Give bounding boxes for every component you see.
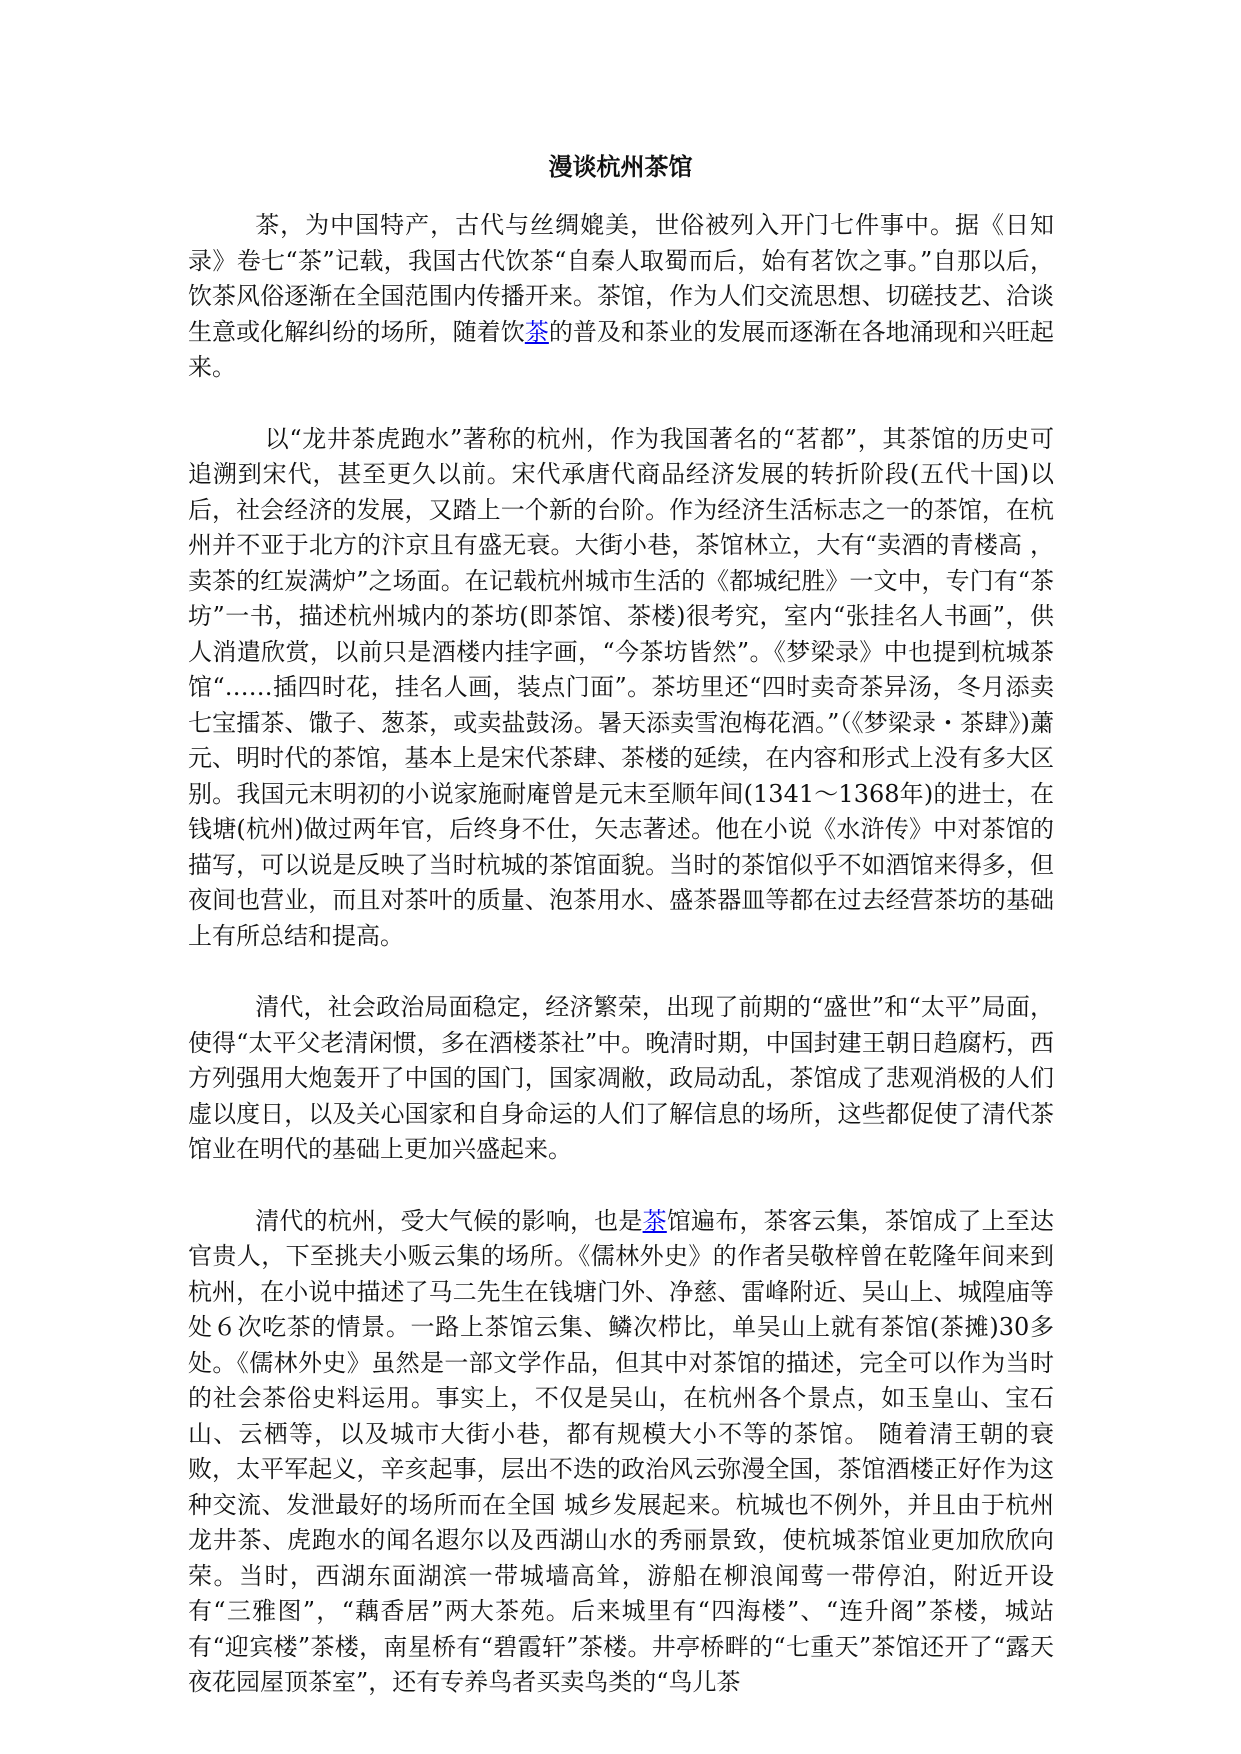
tea-link[interactable]: 茶 bbox=[524, 317, 549, 346]
tea-link[interactable]: 茶 bbox=[642, 1206, 667, 1235]
document-title: 漫谈杭州茶馆 bbox=[548, 152, 693, 181]
paragraph-1-text-after-link: 的普及和茶业的发展而逐渐在各地涌现和兴旺起来。 bbox=[188, 317, 1055, 381]
paragraph-2: 以“龙井茶虎跑水”著称的杭州，作为我国著名的“茗都”，其茶馆的历史可追溯到宋代，甚至更久以前。宋代承唐代商品经济发展的转折阶段(五代十国)以后，社会经济的发展，又踏上一个新的台阶。作为经济生活标志之一的茶馆，在杭州并不亚于北方的汴京且有盛无衰。大街小巷，茶馆林立，大有“卖酒的青楼高 ，卖茶的红炭满炉”之场面。在记载杭州城市生活的《都城纪胜》一文中，专门有“茶坊”一书，描述杭州城内的茶坊(即茶馆、茶楼)很考究，室内“张挂名人书画”，供人消遣欣赏，以前只是酒楼内挂字画，“今茶坊皆然”。《梦梁录》中也提到杭城茶馆“……插四时花，挂名人画，装点门面”。茶坊里还“四时卖奇茶异汤，冬月添卖七宝擂茶、馓子、葱茶，或卖盐鼓汤。暑天添卖雪泡梅花酒。”（《梦梁录・茶肆》)䔥元、明时代的茶馆，基本上是宋代茶肆、茶楼的延续，在内容和形式上没有多大区别。我国元末明初的小说家施耐庵曾是元末至顺年间(1341～1368年)的进士，在钱塘(杭州)做过两年官，后终身不仕，矢志著述。他在小说《水浒传》中对茶馆的描写，可以说是反映了当时杭城的茶馆面貌。当时的茶馆似乎不如酒馆来得多，但夜间也营业，而且对茶叶的质量、泡茶用水、盛茶器皿等都在过去经营茶坊的基础上有所总结和提高。 bbox=[188, 424, 1054, 950]
paragraph-4 bbox=[188, 1204, 1054, 1701]
paragraph-3: 清代，社会政治局面稳定，经济繁荣，出现了前期的“盛世”和“太平”局面，使得“太平父老清闲惯，多在酒楼茶社”中。晚清时期，中国封建王朝日趋腐朽，西方列强用大炮轰开了中国的国门，国家凋敝，政局动乱，茶馆成了悲观消极的人们虚以度日，以及关心国家和自身命运的人们了解信息的场所，这些都促使了清代茶馆业在明代的基础上更加兴盛起来。 bbox=[188, 993, 1054, 1163]
paragraph-1-text-before-link: 茶，为中国特产，古代与丝绸媲美，世俗被列入开门七件事中。据《日知录》卷七“茶”记载，我国古代饮茶“自秦人取蜀而后，始有茗饮之事。”自那以后，饮茶风俗逐渐在全国范围内传播开来。茶馆，作为人们交流思想、切磋技艺、洽谈生意或化解纠纷的场所，随着饮 bbox=[188, 211, 1054, 346]
paragraph-1 bbox=[188, 208, 1054, 386]
document-body bbox=[188, 208, 1054, 1737]
paragraph-4-text-after-link: 馆遍布，茶客云集，茶馆成了上至达官贵人，下至挑夫小贩云集的场所。《儒林外史》的作者吴敬梓曾在乾隆年间来到杭州，在小说中描述了马二先生在钱塘门外、净慈、雷峰附近、吴山上、城隍庙等处６次吃茶的情景。一路上茶馆云集、鳞次栉比，单吴山上就有茶馆(茶摊)30多处。《儒林外史》虽然是一部文学作品，但其中对茶馆的描述，完全可以作为当时的社会茶俗史料运用。事实上，不仅是吴山，在杭州各个景点，如玉皇山、宝石山、云栖等，以及城市大街小巷，都有规模大小不等的茶馆。 随着清王朝的衰败，太平军起义，辛亥起事，层出不迭的政治风云弥漫全国，茶馆酒楼正好作为这种交流、发泄最好的场所而在全国 城乡发展起来。杭城也不例外，并且由于杭州龙井茶、虎跑水的闻名遐尔以及西湖山水的秀丽景致，使杭城茶馆业更加欣欣向荣。当时，西湖东面湖滨一带城墙高耸，游船在柳浪闻莺一带停泊，附近开设有“三雅图”，“藕香居”两大茶苑。后来城里有“四海楼”、“连升阁”茶楼，城站有“迎宾楼”茶楼，南星桥有“碧霞轩”茶楼。井亭桥畔的“七重天”茶馆还开了“露天夜花园屋顶茶室”，还有专养鸟者买卖鸟类的“鸟儿茶 bbox=[188, 1206, 1055, 1696]
paragraph-4-text-before-link: 清代的杭州，受大气候的影响，也是 bbox=[255, 1206, 643, 1235]
